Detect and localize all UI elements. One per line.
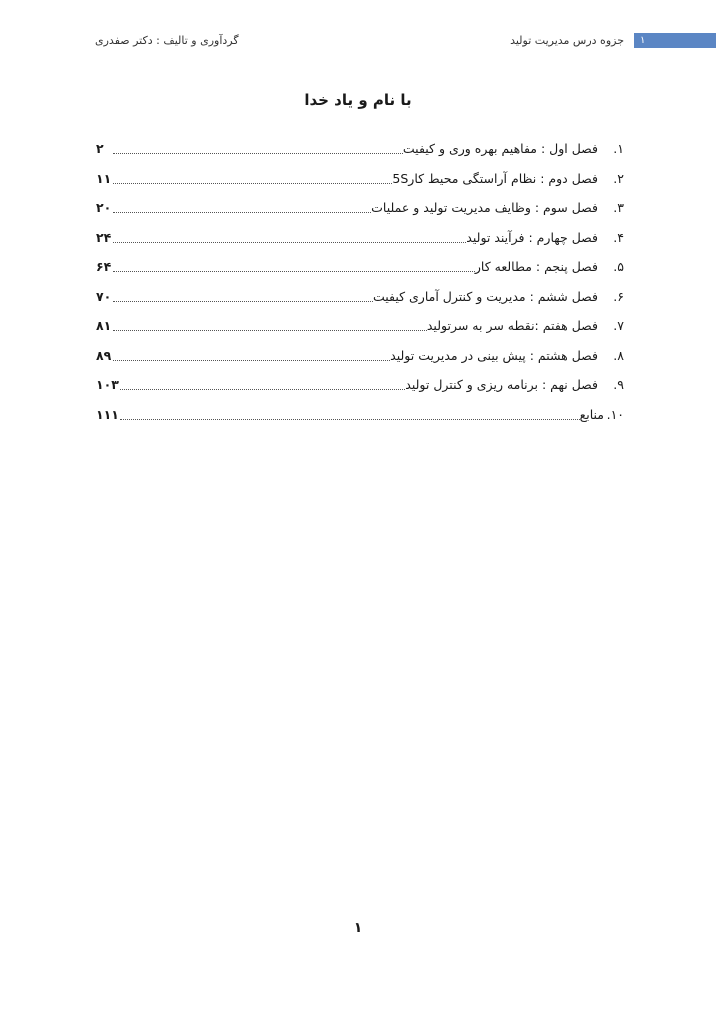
toc-entry-title: فصل هفتم :نقطه سر به سرتولید bbox=[426, 318, 598, 333]
toc-entry-page: ۸۹ bbox=[96, 347, 112, 363]
toc-dot-leader bbox=[113, 271, 475, 272]
toc-entry-title: فصل پنجم : مطالعه کار bbox=[474, 259, 598, 274]
header-accent-bar bbox=[634, 33, 716, 48]
footer-page-number: ۱ bbox=[353, 920, 363, 936]
toc-entry-title: فصل اول : مفاهیم بهره وری و کیفیت bbox=[402, 141, 598, 156]
toc-entry-number: ۶. bbox=[613, 288, 624, 304]
toc-entry-title: منابع bbox=[579, 406, 604, 422]
toc-entry-number: ۴. bbox=[613, 229, 624, 245]
toc-entry[interactable] bbox=[96, 193, 624, 223]
toc-entry-title: فصل هشتم : پیش بینی در مدیریت تولید bbox=[390, 347, 598, 363]
toc-entry-number: ۵. bbox=[613, 259, 624, 274]
toc-entry[interactable] bbox=[96, 311, 624, 341]
toc-entry-page: ۲۰ bbox=[96, 200, 112, 215]
header-page-number: ۱ bbox=[640, 35, 646, 46]
toc-entry[interactable] bbox=[96, 341, 624, 371]
toc-entry-title: فصل سوم : وظایف مدیریت تولید و عملیات bbox=[371, 200, 598, 215]
toc-entry-page: ۱۱۱ bbox=[96, 406, 119, 422]
toc-dot-leader bbox=[120, 389, 405, 390]
header-author: گردآوری و تالیف : دکتر صفدری bbox=[95, 34, 239, 47]
toc-entry[interactable] bbox=[96, 164, 624, 194]
toc-entry[interactable] bbox=[96, 252, 624, 282]
toc-dot-leader bbox=[120, 419, 580, 420]
toc-entry-number: ۹. bbox=[613, 377, 624, 392]
toc-dot-leader bbox=[113, 301, 373, 302]
toc-entry-page: ۸۱ bbox=[96, 318, 112, 333]
toc-entry-number: ۸. bbox=[613, 347, 624, 363]
toc-dot-leader bbox=[113, 183, 392, 184]
toc-entry-number: ۱۰. bbox=[606, 406, 624, 422]
table-of-contents bbox=[96, 134, 624, 429]
toc-entry[interactable] bbox=[96, 282, 624, 312]
toc-entry-page: ۱۰۳ bbox=[96, 377, 119, 392]
toc-entry-title: فصل دوم : نظام آراستگی محیط کار5S bbox=[392, 170, 598, 186]
toc-entry-page: ۲۴ bbox=[96, 229, 112, 245]
toc-entry-title: فصل نهم : برنامه ریزی و کنترل تولید bbox=[405, 377, 598, 392]
page-title: با نام و یاد خدا bbox=[304, 91, 412, 109]
toc-dot-leader bbox=[113, 212, 371, 213]
header-course-title: جزوه درس مدیریت تولید bbox=[510, 34, 624, 47]
toc-entry[interactable] bbox=[96, 370, 624, 400]
toc-entry[interactable] bbox=[96, 223, 624, 253]
toc-entry[interactable] bbox=[96, 134, 624, 164]
toc-entry-page: ۲ bbox=[96, 141, 104, 156]
toc-dot-leader bbox=[113, 330, 427, 331]
toc-entry-page: ۱۱ bbox=[96, 170, 112, 186]
toc-entry-page: ۶۴ bbox=[96, 259, 112, 274]
toc-dot-leader bbox=[113, 242, 466, 243]
toc-entry-title: فصل چهارم : فرآیند تولید bbox=[466, 229, 598, 245]
toc-dot-leader bbox=[113, 360, 390, 361]
toc-entry-page: ۷۰ bbox=[96, 288, 112, 304]
toc-entry-number: ۲. bbox=[613, 170, 624, 186]
toc-entry-number: ۷. bbox=[613, 318, 624, 333]
toc-entry-number: ۱. bbox=[613, 141, 624, 156]
toc-dot-leader bbox=[113, 153, 403, 154]
toc-entry-number: ۳. bbox=[613, 200, 624, 215]
toc-entry-title: فصل ششم : مدیریت و کنترل آماری کیفیت bbox=[372, 288, 598, 304]
toc-entry[interactable] bbox=[96, 400, 624, 430]
